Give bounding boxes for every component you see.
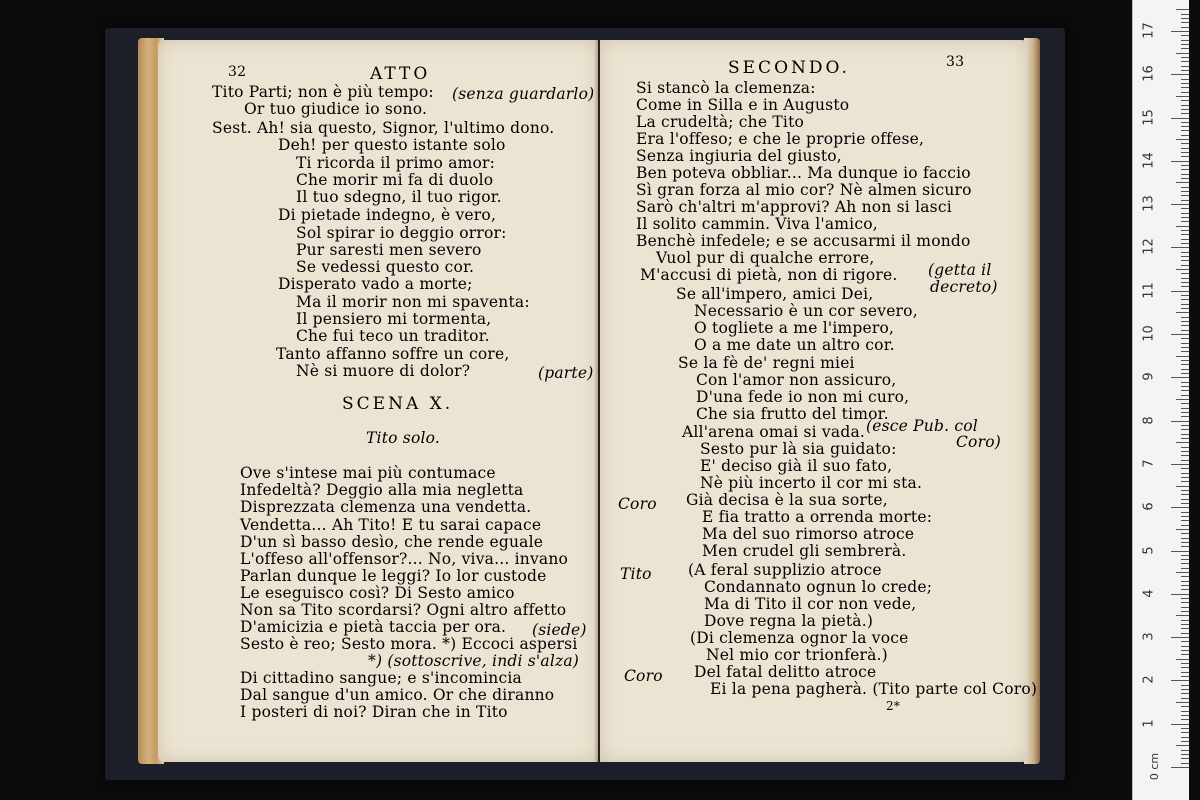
text-line: Sesto pur là sia guidato: (700, 440, 897, 458)
text-line: Dove regna la pietà.) (704, 612, 874, 630)
ruler-tick (1181, 654, 1189, 655)
ruler-number: 13 (1141, 195, 1157, 212)
ruler-number: 4 (1141, 589, 1157, 598)
ruler-tick (1181, 213, 1189, 214)
ruler-tick (1181, 676, 1189, 677)
ruler-tick (1181, 148, 1189, 149)
stage-direction: (getta il (928, 261, 992, 279)
measuring-ruler (1132, 0, 1189, 800)
ruler-tick (1181, 490, 1189, 491)
ruler-tick (1181, 195, 1189, 196)
text-line: Se vedessi questo cor. (296, 258, 475, 276)
text-line: Le eseguisco così? Di Sesto amico (240, 584, 515, 602)
ruler-tick (1176, 615, 1189, 616)
ruler-tick (1181, 299, 1189, 300)
ruler-tick (1181, 667, 1189, 668)
text-line: Se all'impero, amici Dei, (676, 285, 874, 303)
ruler-tick (1171, 724, 1189, 725)
running-head: ATTO (370, 64, 431, 84)
ruler-tick (1181, 70, 1189, 71)
ruler-tick (1181, 338, 1189, 339)
text-line: Già decisa è la sua sorte, (686, 491, 888, 509)
ruler-tick (1181, 451, 1189, 452)
ruler-tick (1171, 464, 1189, 465)
text-line: Nel mio cor trionferà.) (706, 646, 888, 664)
text-line: Pur saresti men severo (296, 241, 482, 259)
ruler-tick (1181, 165, 1189, 166)
page-number: 32 (228, 64, 247, 80)
text-line: Men crudel gli sembrerà. (702, 542, 907, 560)
ruler-tick (1181, 607, 1189, 608)
ruler-tick (1181, 576, 1189, 577)
text-line: La crudeltà; che Tito (636, 113, 805, 131)
ruler-tick (1171, 680, 1189, 681)
ruler-tick (1181, 382, 1189, 383)
text-line: Vuol pur di qualche errore, (656, 249, 875, 267)
ruler-tick (1181, 715, 1189, 716)
ruler-tick (1181, 689, 1189, 690)
ruler-tick (1181, 512, 1189, 513)
text-line: Nè più incerto il cor mi sta. (700, 474, 923, 492)
ruler-tick (1181, 425, 1189, 426)
ruler-tick (1181, 256, 1189, 257)
ruler-tick (1181, 286, 1189, 287)
ruler-tick (1181, 460, 1189, 461)
ruler-tick (1171, 334, 1189, 335)
text-line: Che sia frutto del timor. (696, 405, 889, 423)
ruler-tick (1181, 18, 1189, 19)
ruler-tick (1181, 234, 1189, 235)
text-line: Tanto affanno soffre un core, (276, 345, 510, 363)
ruler-tick (1171, 161, 1189, 162)
ruler-tick (1181, 27, 1189, 28)
ruler-tick (1181, 620, 1189, 621)
text-line: Che morir mi fa di duolo (296, 171, 494, 189)
ruler-tick (1176, 745, 1189, 746)
ruler-tick (1181, 455, 1189, 456)
ruler-tick (1181, 754, 1189, 755)
text-line: D'una fede io non mi curo, (696, 388, 910, 406)
ruler-tick (1181, 79, 1189, 80)
ruler-tick (1181, 152, 1189, 153)
ruler-tick (1176, 659, 1189, 660)
ruler-tick (1181, 416, 1189, 417)
ruler-tick (1181, 477, 1189, 478)
ruler-tick (1181, 135, 1189, 136)
ruler-tick (1176, 529, 1189, 530)
ruler-tick (1181, 481, 1189, 482)
ruler-number: 3 (1141, 632, 1157, 641)
text-line: Sest. Ah! sia questo, Signor, l'ultimo dono. (212, 119, 555, 137)
ruler-tick (1176, 226, 1189, 227)
ruler-tick (1181, 628, 1189, 629)
ruler-tick (1181, 100, 1189, 101)
ruler-tick (1181, 624, 1189, 625)
text-line: Il pensiero mi tormenta, (296, 310, 492, 328)
ruler-tick (1181, 390, 1189, 391)
ruler-tick (1171, 594, 1189, 595)
text-line: Dal sangue d'un amico. Or che diranno (240, 686, 555, 704)
ruler-tick (1181, 178, 1189, 179)
ruler-tick (1176, 53, 1189, 54)
ruler-tick (1181, 663, 1189, 664)
text-line: L'offeso all'offensor?... No, viva... invano (240, 550, 569, 568)
text-line: Non sa Tito scordarsi? Ogni altro affetto (240, 601, 567, 619)
text-line: Di pietade indegno, è vero, (278, 206, 497, 224)
text-line: Con l'amor non assicuro, (696, 371, 897, 389)
ruler-tick (1181, 239, 1189, 240)
text-line: Ei la pena pagherà. (Tito parte col Coro) (710, 680, 1038, 698)
stage-direction: (esce Pub. col (866, 417, 978, 435)
ruler-tick (1181, 758, 1189, 759)
ruler-tick (1181, 434, 1189, 435)
text-line: Ben poteva obbliar... Ma dunque io faccio (636, 164, 971, 182)
ruler-tick (1176, 572, 1189, 573)
ruler-tick (1181, 750, 1189, 751)
stage-direction: (senza guardarlo) (452, 85, 595, 103)
text-line: Se la fè de' regni miei (678, 354, 855, 372)
ruler-tick (1181, 711, 1189, 712)
text-line: Vendetta... Ah Tito! E tu sarai capace (240, 516, 542, 534)
signature-mark: 2* (886, 699, 901, 713)
ruler-tick (1181, 265, 1189, 266)
ruler-tick (1181, 555, 1189, 556)
ruler-tick (1181, 641, 1189, 642)
ruler-tick (1181, 83, 1189, 84)
ruler-tick (1176, 312, 1189, 313)
ruler-tick (1181, 304, 1189, 305)
ruler-number: 16 (1141, 65, 1157, 82)
ruler-tick (1181, 260, 1189, 261)
text-line: Del fatal delitto atroce (694, 663, 877, 681)
ruler-tick (1181, 87, 1189, 88)
ruler-tick (1171, 204, 1189, 205)
ruler-tick (1171, 377, 1189, 378)
ruler-tick (1181, 48, 1189, 49)
ruler-tick (1181, 611, 1189, 612)
scene-heading: SCENA X. (342, 394, 454, 414)
ruler-number: 10 (1141, 325, 1157, 342)
ruler-tick (1181, 61, 1189, 62)
ruler-tick (1181, 200, 1189, 201)
ruler-tick (1181, 650, 1189, 651)
ruler-tick (1171, 421, 1189, 422)
ruler-tick (1181, 44, 1189, 45)
text-line: Disperato vado a morte; (278, 275, 473, 293)
ruler-tick (1171, 31, 1189, 32)
ruler-tick (1181, 581, 1189, 582)
ruler-tick (1181, 351, 1189, 352)
ruler-number: 8 (1141, 415, 1157, 425)
ruler-tick (1181, 438, 1189, 439)
text-line: Ma il morir non mi spaventa: (296, 293, 530, 311)
text-line: Sarò ch'altri m'approvi? Ah non si lasci (636, 198, 952, 216)
ruler-tick (1181, 187, 1189, 188)
stage-direction: (siede) (532, 621, 587, 639)
ruler-tick (1181, 273, 1189, 274)
ruler-tick (1181, 499, 1189, 500)
ruler-tick (1181, 230, 1189, 231)
ruler-tick (1171, 637, 1189, 638)
ruler-tick (1171, 247, 1189, 248)
text-line: Parlan dunque le leggi? Io lor custode (240, 567, 547, 585)
text-line: (A feral supplizio atroce (688, 561, 882, 579)
ruler-tick (1176, 96, 1189, 97)
ruler-tick (1181, 243, 1189, 244)
text-line: Che fui teco un traditor. (296, 327, 490, 345)
ruler-tick (1176, 269, 1189, 270)
text-line: Come in Silla e in Augusto (636, 96, 850, 114)
ruler-tick (1181, 693, 1189, 694)
text-line: All'arena omai si vada. (682, 423, 866, 441)
ruler-tick (1181, 468, 1189, 469)
ruler-number: 2 (1141, 675, 1157, 685)
ruler-tick (1181, 317, 1189, 318)
ruler-number: 9 (1141, 372, 1157, 381)
ruler-tick (1181, 732, 1189, 733)
ruler-tick (1181, 429, 1189, 430)
ruler-tick (1181, 35, 1189, 36)
page-number: 33 (946, 54, 965, 70)
ruler-tick (1181, 191, 1189, 192)
ruler-tick (1176, 442, 1189, 443)
ruler-tick (1181, 22, 1189, 23)
text-line: O togliete a me l'impero, (694, 319, 895, 337)
ruler-tick (1181, 295, 1189, 296)
ruler-tick (1181, 698, 1189, 699)
text-line: Benchè infedele; e se accusarmi il mondo (636, 232, 971, 250)
text-line: Ove s'intese mai più contumace (240, 464, 496, 482)
text-line: Tito Parti; non è più tempo: (212, 83, 434, 101)
ruler-tick (1181, 706, 1189, 707)
ruler-number: 14 (1141, 152, 1157, 169)
ruler-tick (1181, 646, 1189, 647)
ruler-tick (1181, 169, 1189, 170)
ruler-tick (1176, 702, 1189, 703)
text-line: Deh! per questo istante solo (278, 136, 506, 154)
ruler-tick (1181, 343, 1189, 344)
stage-direction: (parte) (538, 364, 594, 382)
ruler-tick (1181, 208, 1189, 209)
ruler-tick (1181, 719, 1189, 720)
speaker-label: Coro (618, 495, 657, 513)
ruler-tick (1171, 551, 1189, 552)
ruler-tick (1181, 126, 1189, 127)
ruler-tick (1181, 672, 1189, 673)
ruler-tick (1181, 386, 1189, 387)
ruler-tick (1181, 520, 1189, 521)
text-line: E' deciso già il suo fato, (700, 457, 893, 475)
ruler-tick (1181, 66, 1189, 67)
ruler-tick (1181, 105, 1189, 106)
ruler-tick (1181, 408, 1189, 409)
ruler-tick (1181, 130, 1189, 131)
ruler-tick (1171, 507, 1189, 508)
speaker-label: Tito (620, 565, 652, 583)
ruler-tick (1176, 182, 1189, 183)
text-line: Ti ricorda il primo amor: (296, 154, 496, 172)
text-line: Infedeltà? Deggio alla mia negletta (240, 481, 524, 499)
ruler-number: 15 (1141, 108, 1157, 126)
scene-subtitle: Tito solo. (366, 429, 441, 447)
ruler-tick (1181, 122, 1189, 123)
text-line: Sol spirar io deggio orror: (296, 224, 507, 242)
ruler-tick (1176, 486, 1189, 487)
ruler-tick (1181, 217, 1189, 218)
ruler-tick (1181, 559, 1189, 560)
ruler-tick (1181, 395, 1189, 396)
text-line: Il solito cammin. Viva l'amico, (636, 215, 878, 233)
text-line: Disprezzata clemenza una vendetta. (240, 498, 532, 516)
ruler-tick (1181, 494, 1189, 495)
ruler-tick (1171, 74, 1189, 75)
ruler-tick (1181, 412, 1189, 413)
ruler-tick (1181, 282, 1189, 283)
ruler-tick (1176, 9, 1189, 10)
ruler-tick (1181, 447, 1189, 448)
text-line: E fia tratto a orrenda morte: (702, 508, 933, 526)
ruler-tick (1181, 728, 1189, 729)
text-line: Sesto è reo; Sesto mora. *) Eccoci aspersi (240, 635, 578, 653)
ruler-tick (1181, 633, 1189, 634)
ruler-tick (1171, 291, 1189, 292)
running-head: SECONDO. (728, 58, 850, 78)
speaker-label: Coro (624, 667, 663, 685)
ruler-tick (1181, 403, 1189, 404)
ruler-tick (1181, 598, 1189, 599)
ruler-number: 17 (1141, 22, 1157, 39)
ruler-number: 6 (1141, 502, 1157, 511)
text-line: Ma di Tito il cor non vede, (704, 595, 917, 613)
stage-direction: Coro) (956, 433, 1001, 451)
text-line: Senza ingiuria del giusto, (636, 147, 842, 165)
ruler-tick (1181, 252, 1189, 253)
text-line: Il tuo sdegno, il tuo rigor. (296, 188, 502, 206)
ruler-number: 7 (1141, 459, 1157, 468)
ruler-unit-label: 0 cm (1148, 752, 1162, 781)
ruler-tick (1181, 347, 1189, 348)
ruler-tick (1181, 568, 1189, 569)
ruler-tick (1181, 308, 1189, 309)
ruler-tick (1181, 503, 1189, 504)
ruler-tick (1181, 473, 1189, 474)
text-line: O a me date un altro cor. (694, 336, 895, 354)
ruler-tick (1181, 525, 1189, 526)
text-line: Necessario è un cor severo, (694, 302, 918, 320)
ruler-tick (1181, 538, 1189, 539)
ruler-tick (1181, 113, 1189, 114)
ruler-number: 5 (1141, 545, 1157, 555)
ruler-tick (1181, 585, 1189, 586)
ruler-tick (1181, 542, 1189, 543)
ruler-tick (1181, 763, 1189, 764)
ruler-tick (1181, 364, 1189, 365)
ruler-tick (1181, 741, 1189, 742)
text-line: D'un sì basso desìo, che rende eguale (240, 533, 544, 551)
ruler-number: 12 (1141, 238, 1157, 256)
text-line: Nè si muore di dolor? (296, 362, 471, 380)
ruler-tick (1181, 360, 1189, 361)
ruler-tick (1181, 321, 1189, 322)
text-line: Condannato ognun lo crede; (704, 578, 933, 596)
ruler-tick (1181, 533, 1189, 534)
ruler-tick (1181, 156, 1189, 157)
ruler-number: 11 (1141, 281, 1157, 299)
ruler-tick (1181, 516, 1189, 517)
ruler-tick (1171, 767, 1189, 768)
ruler-tick (1181, 221, 1189, 222)
ruler-tick (1181, 546, 1189, 547)
ruler-tick (1181, 589, 1189, 590)
ruler-tick (1181, 143, 1189, 144)
ruler-tick (1181, 563, 1189, 564)
ruler-tick (1181, 40, 1189, 41)
ruler-tick (1181, 14, 1189, 15)
text-line: Ma del suo rimorso atroce (702, 525, 915, 543)
ruler-tick (1181, 737, 1189, 738)
ruler-tick (1181, 109, 1189, 110)
ruler-tick (1176, 356, 1189, 357)
ruler-tick (1181, 602, 1189, 603)
ruler-tick (1176, 139, 1189, 140)
text-line: Si stancò la clemenza: (636, 79, 816, 97)
text-line: I posteri di noi? Diran che in Tito (240, 703, 508, 721)
ruler-tick (1181, 325, 1189, 326)
text-line: Sì gran forza al mio cor? Nè almen sicuro (636, 181, 972, 199)
ruler-tick (1181, 685, 1189, 686)
text-line: Era l'offeso; e che le proprie offese, (636, 130, 925, 148)
ruler-number: 1 (1141, 719, 1157, 728)
text-line: M'accusi di pietà, non di rigore. (640, 266, 898, 284)
ruler-tick (1176, 399, 1189, 400)
text-line: (Di clemenza ognor la voce (690, 629, 909, 647)
text-line: D'amicizia e pietà taccia per ora. (240, 618, 507, 636)
text-line: Di cittadino sangue; e s'incomincia (240, 669, 522, 687)
ruler-tick (1181, 278, 1189, 279)
ruler-tick (1181, 57, 1189, 58)
ruler-tick (1181, 330, 1189, 331)
stage-direction: decreto) (930, 278, 998, 296)
stage-direction: *) (sottoscrive, indi s'alza) (368, 652, 580, 670)
ruler-tick (1181, 369, 1189, 370)
ruler-tick (1181, 373, 1189, 374)
text-line: Or tuo giudice io sono. (244, 100, 428, 118)
ruler-tick (1171, 118, 1189, 119)
ruler-tick (1181, 174, 1189, 175)
ruler-tick (1181, 92, 1189, 93)
